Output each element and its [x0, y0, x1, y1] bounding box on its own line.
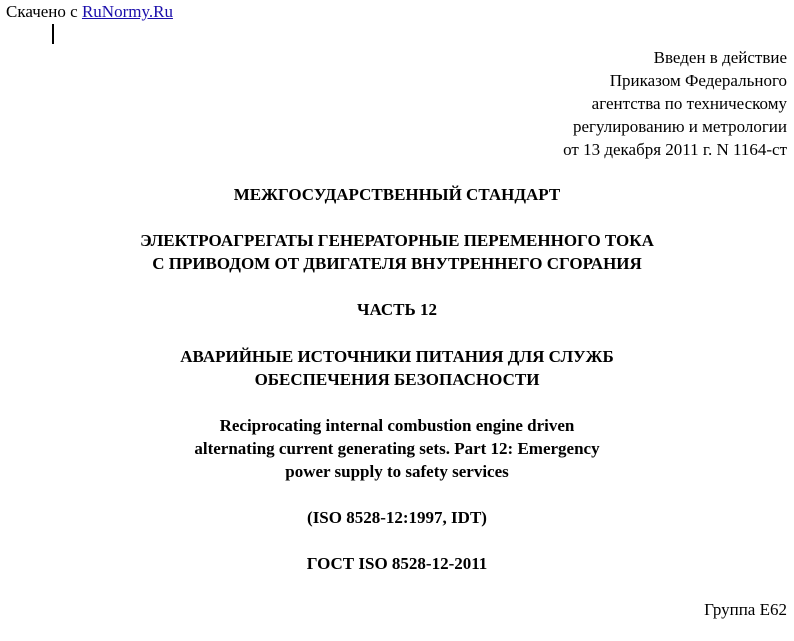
- english-title-line: alternating current generating sets. Part 12: Emergency: [194, 439, 600, 458]
- title-line: ЭЛЕКТРОАГРЕГАТЫ ГЕНЕРАТОРНЫЕ ПЕРЕМЕННОГО ТОКА: [140, 231, 654, 250]
- standard-title: [0, 229, 794, 275]
- part-heading: [0, 298, 794, 321]
- title-line: С ПРИВОДОМ ОТ ДВИГАТЕЛЯ ВНУТРЕННЕГО СГОРАНИЯ: [152, 254, 642, 273]
- subtitle-line: АВАРИЙНЫЕ ИСТОЧНИКИ ПИТАНИЯ ДЛЯ СЛУЖБ: [180, 347, 614, 366]
- subtitle-line: ОБЕСПЕЧЕНИЯ БЕЗОПАСНОСТИ: [254, 370, 540, 389]
- iso-reference-text: (ISO 8528-12:1997, IDT): [307, 508, 487, 527]
- standard-type: МЕЖГОСУДАРСТВЕННЫЙ СТАНДАРТ: [233, 185, 561, 204]
- standard-subtitle: [0, 345, 794, 391]
- gost-designation: [0, 552, 794, 575]
- download-source-line: [6, 2, 173, 22]
- standard-type-heading: [0, 183, 794, 206]
- approval-line: Приказом Федерального: [609, 71, 787, 90]
- gost-designation-text: ГОСТ ISO 8528-12-2011: [306, 554, 488, 573]
- group-code: Группа Е62: [704, 600, 787, 619]
- iso-reference: [0, 506, 794, 529]
- english-title-line: power supply to safety services: [285, 462, 509, 481]
- approval-line: от 13 декабря 2011 г. N 1164-ст: [563, 140, 787, 159]
- part-number: ЧАСТЬ 12: [356, 300, 437, 319]
- approval-block: [563, 46, 787, 161]
- text-cursor: [52, 24, 54, 44]
- download-prefix: Скачено с: [6, 2, 82, 21]
- english-title: [0, 414, 794, 483]
- approval-line: Введен в действие: [653, 48, 787, 67]
- english-title-line: Reciprocating internal combustion engine driven: [219, 416, 575, 435]
- approval-line: регулированию и метрологии: [572, 117, 787, 136]
- runormy-link[interactable]: RuNormy.Ru: [81, 2, 173, 21]
- approval-line: агентства по техническому: [591, 94, 787, 113]
